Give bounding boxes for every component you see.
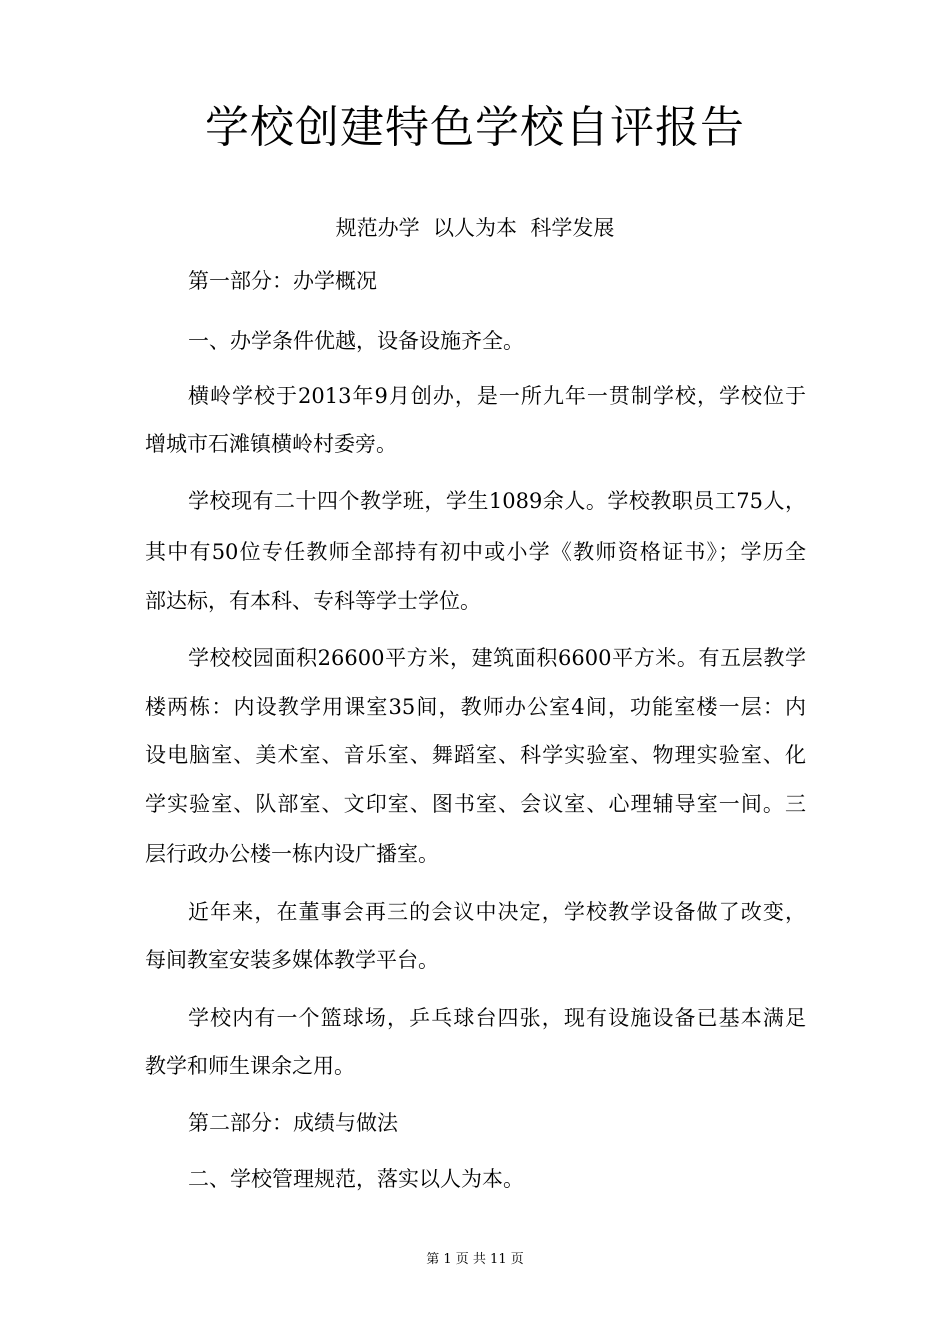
section-heading-part-one: 第一部分：办学概况 <box>188 269 377 293</box>
subsection-heading-two: 二、学校管理规范，落实以人为本。 <box>188 1167 524 1191</box>
paragraph-line: 每间教室安装多媒体教学平台。 <box>145 948 439 972</box>
page-number-footer: 第 1 页 共 11 页 <box>426 1252 524 1267</box>
paragraph-line: 其中有50位专任教师全部持有初中或小学《教师资格证书》；学历全 <box>145 540 806 564</box>
paragraph-line: 学校现有二十四个教学班，学生1089余人。学校教职员工75人， <box>188 489 806 513</box>
paragraph-line: 部达标，有本科、专科等学士学位。 <box>145 589 481 613</box>
subsection-heading-one: 一、办学条件优越，设备设施齐全。 <box>188 329 524 353</box>
paragraph-line: 横岭学校于2013年9月创办，是一所九年一贯制学校，学校位于 <box>188 384 806 408</box>
paragraph-line: 层行政办公楼一栋内设广播室。 <box>145 842 439 866</box>
document-subtitle: 规范办学 以人为本 科学发展 <box>335 216 615 240</box>
paragraph-line: 近年来，在董事会再三的会议中决定，学校教学设备做了改变， <box>188 900 806 924</box>
paragraph-line: 楼两栋：内设教学用课室35间，教师办公室4间，功能室楼一层：内 <box>145 695 806 719</box>
paragraph-line: 学校校园面积26600平方米，建筑面积6600平方米。有五层教学 <box>188 646 806 670</box>
paragraph-line: 教学和师生课余之用。 <box>145 1054 355 1078</box>
paragraph-line: 学实验室、队部室、文印室、图书室、会议室、心理辅导室一间。三 <box>145 792 806 816</box>
paragraph-line: 学校内有一个篮球场，乒乓球台四张，现有设施设备已基本满足 <box>188 1006 806 1030</box>
section-heading-part-two: 第二部分：成绩与做法 <box>188 1111 398 1135</box>
document-title: 学校创建特色学校自评报告 <box>205 102 745 153</box>
paragraph-line: 设电脑室、美术室、音乐室、舞蹈室、科学实验室、物理实验室、化 <box>145 743 806 767</box>
paragraph-line: 增城市石滩镇横岭村委旁。 <box>145 432 397 456</box>
